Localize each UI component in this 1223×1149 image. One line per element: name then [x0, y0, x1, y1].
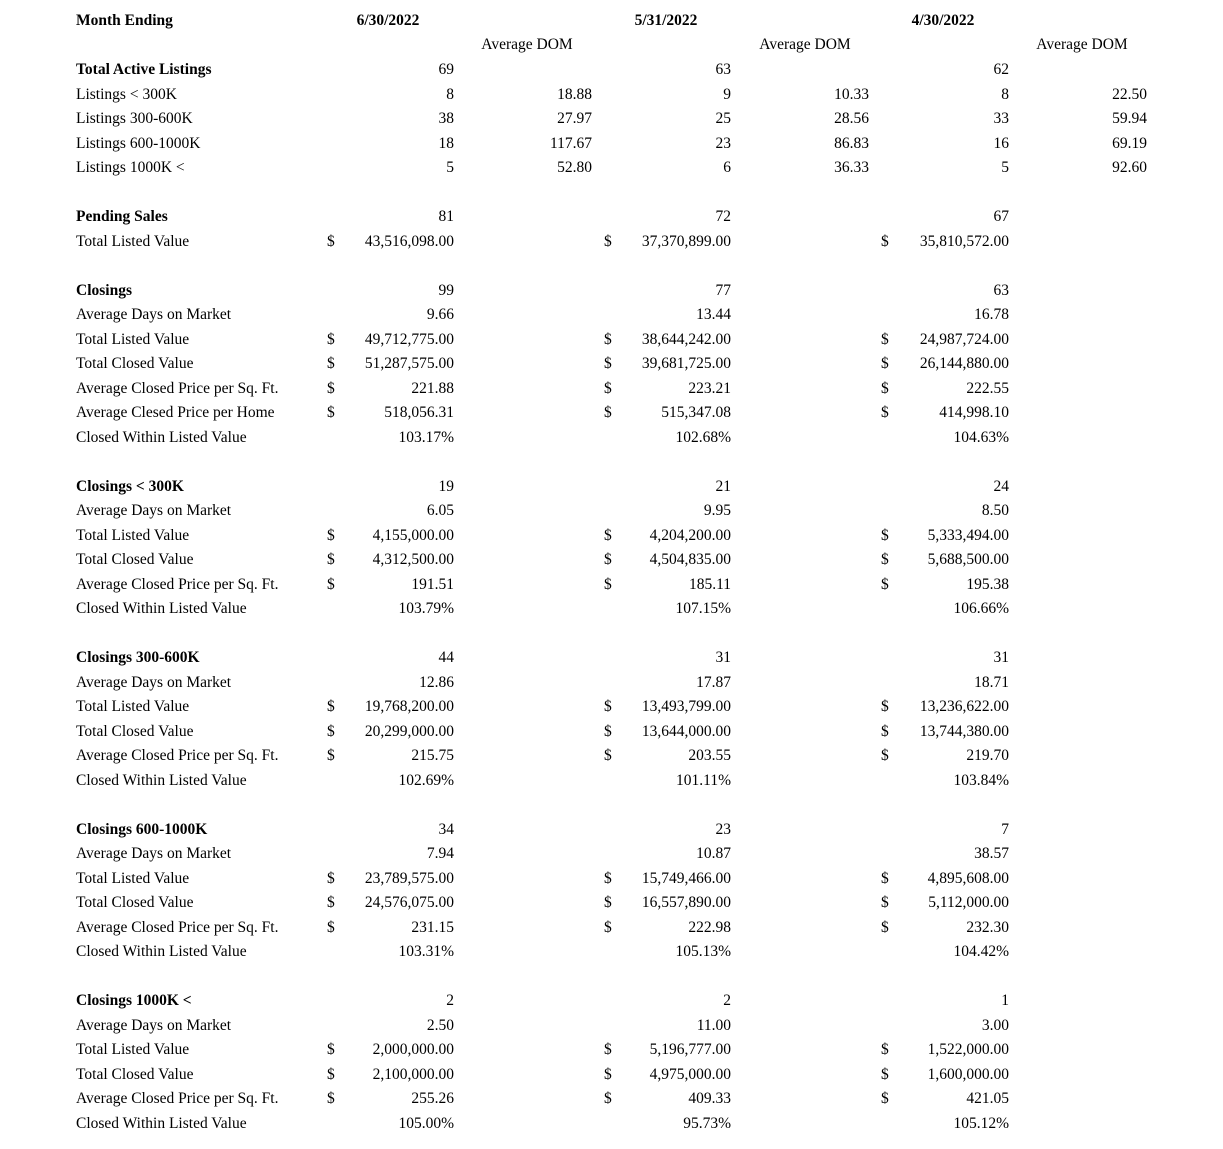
value-month-1: 231.15: [411, 919, 454, 936]
value-month-3: 4,895,608.00: [927, 870, 1009, 887]
currency-symbol: $: [604, 551, 612, 568]
currency-symbol: $: [881, 380, 889, 397]
table-row: [0, 818, 1223, 842]
currency-symbol: $: [604, 233, 612, 250]
value-month-3: 105.12%: [953, 1115, 1009, 1132]
dom-header-3: Average DOM: [1036, 36, 1128, 53]
row-label-closings-600-1000k: Closings 600-1000K: [76, 821, 208, 838]
value-month-3: 8.50: [981, 502, 1009, 519]
currency-symbol: $: [604, 870, 612, 887]
currency-symbol: $: [327, 331, 335, 348]
currency-symbol: $: [881, 404, 889, 421]
value-month-1: 18: [438, 135, 454, 152]
value-month-1: 24,576,075.00: [364, 894, 454, 911]
row-label-closings-300k: Closings < 300K: [76, 478, 184, 495]
currency-symbol: $: [604, 894, 612, 911]
value-month-2: 15,749,466.00: [641, 870, 731, 887]
table-row: [0, 646, 1223, 670]
value-month-3: 7: [1001, 821, 1009, 838]
currency-symbol: $: [327, 404, 335, 421]
table-row: [0, 352, 1223, 376]
value-month-3: 421.05: [966, 1090, 1009, 1107]
currency-symbol: $: [881, 1041, 889, 1058]
value-month-2: 223.21: [688, 380, 731, 397]
row-label-closings-300-600k: Closings 300-600K: [76, 649, 200, 666]
row-label-average-closed-price-per-sq-ft: Average Closed Price per Sq. Ft.: [76, 747, 279, 764]
value-month-1: 9.66: [426, 306, 454, 323]
value-month-2: 515,347.08: [661, 404, 731, 421]
table-row: [0, 328, 1223, 352]
value-month-2: 105.13%: [675, 943, 731, 960]
value-month-3: 16.78: [974, 306, 1009, 323]
table-row: [0, 891, 1223, 915]
value-month-3: 26,144,880.00: [919, 355, 1009, 372]
row-label-closed-within-listed-value: Closed Within Listed Value: [76, 943, 247, 960]
row-label-total-closed-value: Total Closed Value: [76, 894, 194, 911]
currency-symbol: $: [881, 894, 889, 911]
value-month-3: 35,810,572.00: [919, 233, 1009, 250]
value-month-1: 43,516,098.00: [364, 233, 454, 250]
value-month-2: 5,196,777.00: [649, 1041, 731, 1058]
value-month-1: 69: [438, 61, 454, 78]
value-month-3: 63: [993, 282, 1009, 299]
value-month-1: 215.75: [411, 747, 454, 764]
value-month-3: 5,112,000.00: [928, 894, 1009, 911]
currency-symbol: $: [881, 331, 889, 348]
currency-symbol: $: [327, 1041, 335, 1058]
value-month-3: 5,688,500.00: [927, 551, 1009, 568]
currency-symbol: $: [327, 355, 335, 372]
value-month-1: 2,100,000.00: [372, 1066, 454, 1083]
row-label-total-listed-value: Total Listed Value: [76, 1041, 190, 1058]
row-label-listings-300-600k: Listings 300-600K: [76, 110, 193, 127]
value-month-1: 19: [438, 478, 454, 495]
table-row: [0, 58, 1223, 82]
value-month-3: 3.00: [981, 1017, 1009, 1034]
row-label-listings-300k: Listings < 300K: [76, 86, 177, 103]
row-label-listings-1000k: Listings 1000K <: [76, 159, 185, 176]
value-month-2: 72: [715, 208, 731, 225]
average-dom-month-1: 52.80: [557, 159, 592, 176]
table-row: [0, 132, 1223, 156]
value-month-2: 2: [723, 992, 731, 1009]
value-month-1: 8: [446, 86, 454, 103]
table-row: [0, 499, 1223, 523]
value-month-2: 203.55: [688, 747, 731, 764]
row-label-average-closed-price-per-sq-ft: Average Closed Price per Sq. Ft.: [76, 1090, 279, 1107]
currency-symbol: $: [881, 723, 889, 740]
table-row: [0, 107, 1223, 131]
month-header-3: 4/30/2022: [911, 12, 975, 29]
value-month-2: 107.15%: [675, 600, 731, 617]
currency-symbol: $: [604, 1090, 612, 1107]
value-month-1: 2.50: [426, 1017, 454, 1034]
table-row: [0, 1038, 1223, 1062]
row-label-pending-sales: Pending Sales: [76, 208, 168, 225]
table-row: [0, 475, 1223, 499]
value-month-3: 16: [993, 135, 1009, 152]
currency-symbol: $: [604, 576, 612, 593]
row-label-average-closed-price-per-sq-ft: Average Closed Price per Sq. Ft.: [76, 380, 279, 397]
currency-symbol: $: [881, 1090, 889, 1107]
value-month-1: 99: [438, 282, 454, 299]
value-month-2: 6: [723, 159, 731, 176]
row-label-average-clesed-price-per-home: Average Clesed Price per Home: [76, 404, 275, 421]
value-month-3: 67: [993, 208, 1009, 225]
value-month-2: 21: [715, 478, 731, 495]
average-dom-month-1: 117.67: [549, 135, 592, 152]
value-month-3: 1,600,000.00: [927, 1066, 1009, 1083]
currency-symbol: $: [327, 233, 335, 250]
value-month-1: 4,312,500.00: [372, 551, 454, 568]
value-month-1: 2: [446, 992, 454, 1009]
currency-symbol: $: [327, 1090, 335, 1107]
value-month-2: 37,370,899.00: [641, 233, 731, 250]
value-month-2: 102.68%: [675, 429, 731, 446]
row-label-listings-600-1000k: Listings 600-1000K: [76, 135, 201, 152]
average-dom-month-3: 59.94: [1112, 110, 1147, 127]
month-header-1: 6/30/2022: [356, 12, 420, 29]
currency-symbol: $: [604, 747, 612, 764]
value-month-3: 62: [993, 61, 1009, 78]
value-month-3: 195.38: [966, 576, 1009, 593]
currency-symbol: $: [604, 1066, 612, 1083]
value-month-3: 13,744,380.00: [919, 723, 1009, 740]
table-row: [0, 1112, 1223, 1136]
value-month-1: 103.79%: [398, 600, 454, 617]
value-month-2: 63: [715, 61, 731, 78]
value-month-3: 31: [993, 649, 1009, 666]
row-label-average-days-on-market: Average Days on Market: [76, 674, 232, 691]
value-month-1: 6.05: [426, 502, 454, 519]
table-row: [0, 940, 1223, 964]
value-month-3: 103.84%: [953, 772, 1009, 789]
currency-symbol: $: [327, 527, 335, 544]
value-month-2: 77: [715, 282, 731, 299]
row-label-closings-1000k: Closings 1000K <: [76, 992, 192, 1009]
dom-header-row: [0, 33, 1223, 57]
table-row: [0, 597, 1223, 621]
value-month-3: 232.30: [966, 919, 1009, 936]
value-month-3: 24,987,724.00: [919, 331, 1009, 348]
currency-symbol: $: [881, 551, 889, 568]
value-month-2: 31: [715, 649, 731, 666]
value-month-3: 24: [993, 478, 1009, 495]
value-month-2: 95.73%: [683, 1115, 731, 1132]
row-label-closed-within-listed-value: Closed Within Listed Value: [76, 429, 247, 446]
table-row: [0, 573, 1223, 597]
value-month-3: 33: [993, 110, 1009, 127]
value-month-1: 19,768,200.00: [364, 698, 454, 715]
currency-symbol: $: [604, 380, 612, 397]
value-month-2: 23: [715, 135, 731, 152]
table-row: [0, 279, 1223, 303]
value-month-1: 5: [446, 159, 454, 176]
table-row: [0, 1063, 1223, 1087]
value-month-1: 49,712,775.00: [364, 331, 454, 348]
value-month-2: 16,557,890.00: [641, 894, 731, 911]
value-month-3: 18.71: [974, 674, 1009, 691]
value-month-3: 104.63%: [953, 429, 1009, 446]
value-month-1: 81: [438, 208, 454, 225]
table-row: [0, 1087, 1223, 1111]
value-month-2: 17.87: [696, 674, 731, 691]
average-dom-month-3: 22.50: [1112, 86, 1147, 103]
value-month-3: 1,522,000.00: [927, 1041, 1009, 1058]
value-month-1: 103.31%: [398, 943, 454, 960]
value-month-2: 25: [715, 110, 731, 127]
value-month-3: 106.66%: [953, 600, 1009, 617]
value-month-1: 51,287,575.00: [364, 355, 454, 372]
value-month-1: 38: [438, 110, 454, 127]
table-row: [0, 1014, 1223, 1038]
value-month-2: 4,204,200.00: [649, 527, 731, 544]
currency-symbol: $: [327, 894, 335, 911]
currency-symbol: $: [604, 527, 612, 544]
currency-symbol: $: [327, 870, 335, 887]
average-dom-month-1: 27.97: [557, 110, 592, 127]
value-month-1: 4,155,000.00: [372, 527, 454, 544]
row-label-average-closed-price-per-sq-ft: Average Closed Price per Sq. Ft.: [76, 576, 279, 593]
currency-symbol: $: [881, 698, 889, 715]
row-label-total-closed-value: Total Closed Value: [76, 723, 194, 740]
row-label-average-days-on-market: Average Days on Market: [76, 845, 232, 862]
value-month-3: 1: [1001, 992, 1009, 1009]
table-row: [0, 916, 1223, 940]
value-month-1: 44: [438, 649, 454, 666]
currency-symbol: $: [881, 919, 889, 936]
currency-symbol: $: [881, 233, 889, 250]
value-month-2: 4,975,000.00: [649, 1066, 731, 1083]
row-label-total-closed-value: Total Closed Value: [76, 551, 194, 568]
value-month-1: 221.88: [411, 380, 454, 397]
value-month-2: 4,504,835.00: [649, 551, 731, 568]
currency-symbol: $: [604, 919, 612, 936]
value-month-2: 409.33: [688, 1090, 731, 1107]
value-month-2: 11.00: [696, 1017, 731, 1034]
value-month-2: 10.87: [696, 845, 731, 862]
row-label-total-active-listings: Total Active Listings: [76, 61, 212, 78]
value-month-3: 222.55: [966, 380, 1009, 397]
table-row: [0, 989, 1223, 1013]
table-row: [0, 548, 1223, 572]
table-row: [0, 303, 1223, 327]
table-row: [0, 769, 1223, 793]
month-ending-label: Month Ending: [76, 12, 173, 29]
value-month-2: 13.44: [696, 306, 731, 323]
average-dom-month-2: 36.33: [834, 159, 869, 176]
row-label-average-days-on-market: Average Days on Market: [76, 1017, 232, 1034]
value-month-2: 39,681,725.00: [641, 355, 731, 372]
average-dom-month-2: 28.56: [834, 110, 869, 127]
value-month-2: 222.98: [688, 919, 731, 936]
row-label-total-listed-value: Total Listed Value: [76, 233, 190, 250]
table-row: [0, 426, 1223, 450]
currency-symbol: $: [881, 870, 889, 887]
table-row: [0, 401, 1223, 425]
value-month-2: 9: [723, 86, 731, 103]
value-month-3: 219.70: [966, 747, 1009, 764]
currency-symbol: $: [604, 404, 612, 421]
row-label-total-listed-value: Total Listed Value: [76, 870, 190, 887]
currency-symbol: $: [327, 380, 335, 397]
average-dom-month-2: 10.33: [834, 86, 869, 103]
value-month-1: 103.17%: [398, 429, 454, 446]
currency-symbol: $: [604, 723, 612, 740]
dom-header-1: Average DOM: [481, 36, 573, 53]
table-row: [0, 377, 1223, 401]
value-month-2: 23: [715, 821, 731, 838]
row-label-average-days-on-market: Average Days on Market: [76, 502, 232, 519]
currency-symbol: $: [881, 576, 889, 593]
value-month-1: 34: [438, 821, 454, 838]
row-label-closed-within-listed-value: Closed Within Listed Value: [76, 600, 247, 617]
value-month-1: 518,056.31: [384, 404, 454, 421]
row-label-total-closed-value: Total Closed Value: [76, 1066, 194, 1083]
row-label-closings: Closings: [76, 282, 132, 299]
currency-symbol: $: [327, 919, 335, 936]
table-row: [0, 83, 1223, 107]
row-label-total-listed-value: Total Listed Value: [76, 331, 190, 348]
currency-symbol: $: [327, 1066, 335, 1083]
header-row: [0, 9, 1223, 33]
average-dom-month-3: 92.60: [1112, 159, 1147, 176]
table-row: [0, 156, 1223, 180]
currency-symbol: $: [327, 747, 335, 764]
table-row: [0, 524, 1223, 548]
value-month-2: 38,644,242.00: [641, 331, 731, 348]
currency-symbol: $: [604, 1041, 612, 1058]
value-month-2: 101.11%: [676, 772, 731, 789]
currency-symbol: $: [881, 527, 889, 544]
value-month-1: 7.94: [426, 845, 454, 862]
value-month-1: 12.86: [419, 674, 454, 691]
value-month-1: 2,000,000.00: [372, 1041, 454, 1058]
average-dom-month-1: 18.88: [557, 86, 592, 103]
currency-symbol: $: [327, 576, 335, 593]
currency-symbol: $: [327, 551, 335, 568]
value-month-2: 9.95: [703, 502, 731, 519]
value-month-1: 191.51: [411, 576, 454, 593]
row-label-closed-within-listed-value: Closed Within Listed Value: [76, 1115, 247, 1132]
table-row: [0, 867, 1223, 891]
table-row: [0, 744, 1223, 768]
row-label-total-listed-value: Total Listed Value: [76, 527, 190, 544]
value-month-3: 5,333,494.00: [927, 527, 1009, 544]
value-month-3: 13,236,622.00: [919, 698, 1009, 715]
value-month-3: 104.42%: [953, 943, 1009, 960]
value-month-1: 23,789,575.00: [364, 870, 454, 887]
value-month-1: 105.00%: [398, 1115, 454, 1132]
value-month-1: 102.69%: [398, 772, 454, 789]
currency-symbol: $: [604, 331, 612, 348]
value-month-1: 20,299,000.00: [364, 723, 454, 740]
row-label-total-closed-value: Total Closed Value: [76, 355, 194, 372]
currency-symbol: $: [327, 723, 335, 740]
currency-symbol: $: [604, 355, 612, 372]
value-month-3: 8: [1001, 86, 1009, 103]
table-row: [0, 205, 1223, 229]
value-month-3: 414,998.10: [939, 404, 1009, 421]
value-month-2: 185.11: [688, 576, 731, 593]
table-row: [0, 230, 1223, 254]
table-row: [0, 842, 1223, 866]
currency-symbol: $: [881, 747, 889, 764]
currency-symbol: $: [881, 1066, 889, 1083]
currency-symbol: $: [881, 355, 889, 372]
value-month-3: 38.57: [974, 845, 1009, 862]
table-row: [0, 720, 1223, 744]
row-label-average-closed-price-per-sq-ft: Average Closed Price per Sq. Ft.: [76, 919, 279, 936]
row-label-total-listed-value: Total Listed Value: [76, 698, 190, 715]
average-dom-month-2: 86.83: [834, 135, 869, 152]
currency-symbol: $: [604, 698, 612, 715]
row-label-closed-within-listed-value: Closed Within Listed Value: [76, 772, 247, 789]
value-month-2: 13,493,799.00: [641, 698, 731, 715]
value-month-3: 5: [1001, 159, 1009, 176]
table-row: [0, 695, 1223, 719]
value-month-2: 13,644,000.00: [641, 723, 731, 740]
currency-symbol: $: [327, 698, 335, 715]
value-month-1: 255.26: [411, 1090, 454, 1107]
average-dom-month-3: 69.19: [1112, 135, 1147, 152]
dom-header-2: Average DOM: [759, 36, 851, 53]
month-header-2: 5/31/2022: [634, 12, 698, 29]
table-row: [0, 671, 1223, 695]
row-label-average-days-on-market: Average Days on Market: [76, 306, 232, 323]
